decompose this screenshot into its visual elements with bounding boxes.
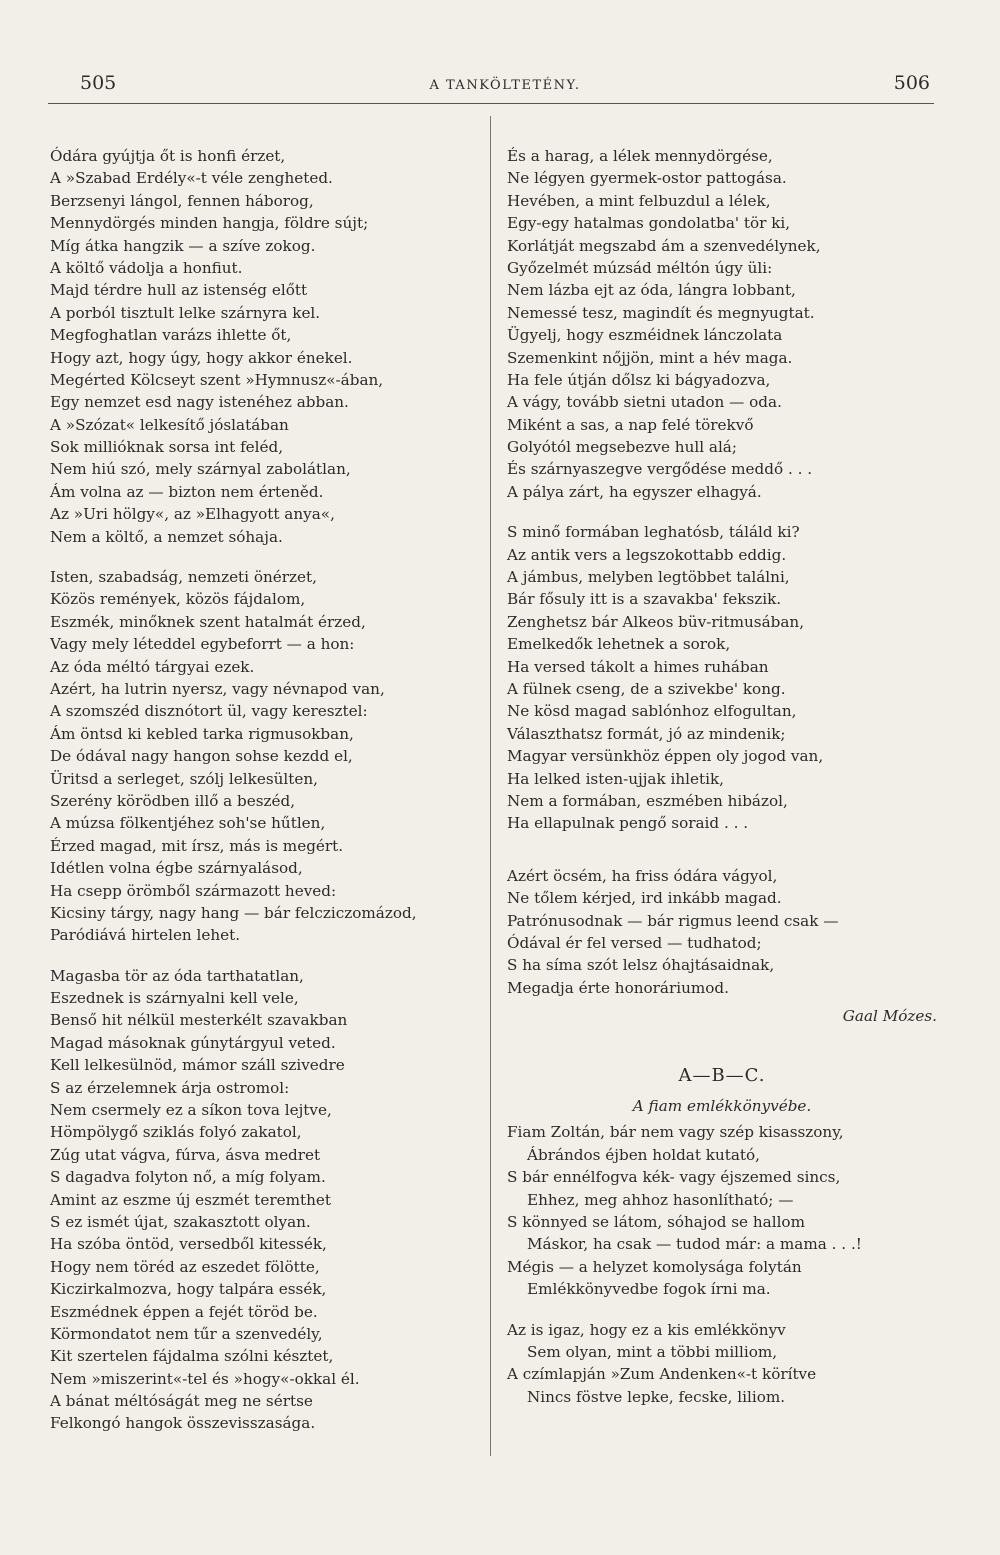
verse-line: Ha lelked isten-ujjak ihletik,	[507, 769, 724, 788]
left-stanza-2	[50, 566, 480, 947]
verse-line: Az óda méltó tárgyai ezek.	[50, 657, 255, 676]
verse-line: Kit szertelen fájdalma szólni késztet,	[50, 1347, 334, 1366]
verse-line: Hevében, a mint felbuzdul a lélek,	[507, 191, 771, 210]
verse-line: Ha szóba öntöd, versedből kitessék,	[50, 1235, 327, 1254]
verse-line: Mégis — a helyzet komolysága folytán	[507, 1257, 802, 1276]
verse-line: Ám volna az — bizton nem érteněd.	[50, 482, 324, 501]
left-stanza-1	[50, 145, 480, 548]
verse-line: Eszmédnek éppen a fejét töröd be.	[50, 1302, 318, 1321]
verse-line: A múzsa fölkentjéhez soh'se hűtlen,	[50, 814, 326, 833]
verse-line: Eszednek is szárnyalni kell vele,	[50, 989, 299, 1008]
verse-line: Idétlen volna égbe szárnyalásod,	[50, 859, 303, 878]
left-column	[50, 145, 480, 1435]
verse-line: S az érzelemnek árja ostromol:	[50, 1078, 290, 1097]
stanza-gap	[507, 1301, 937, 1319]
verse-line: Ha csepp örömből származott heved:	[50, 881, 337, 900]
verse-line: A költő vádolja a honfiut.	[50, 258, 243, 277]
verse-line: A »Szózat« lelkesítő jóslatában	[50, 415, 289, 434]
verse-line: És szárnyaszegve vergődése meddő . . .	[507, 460, 813, 479]
verse-line: Amint az eszme új eszmét teremthet	[50, 1190, 331, 1209]
verse-line: Magasba tör az óda tarthatatlan,	[50, 966, 304, 985]
verse-line: A fülnek cseng, de a szivekbe' kong.	[507, 679, 786, 698]
verse-line: Eszmék, minőknek szent hatalmát érzed,	[50, 612, 366, 631]
verse-line: Hogy nem töréd az eszedet fölötte,	[50, 1257, 320, 1276]
verse-line: Kiczirkalmozva, hogy talpára essék,	[50, 1280, 327, 1299]
verse-line: Körmondatot nem tűr a szenvedély,	[50, 1324, 323, 1343]
verse-line: Az »Uri hölgy«, az »Elhagyott anya«,	[50, 505, 335, 524]
verse-line: Ábrándos éjben holdat kutató,	[527, 1145, 760, 1164]
verse-line: Nincs föstve lepke, fecske, liliom.	[527, 1387, 786, 1406]
verse-line: Nem a költő, a nemzet sóhaja.	[50, 527, 283, 546]
stanza-gap	[507, 835, 937, 865]
verse-line: Közös remények, közös fájdalom,	[50, 590, 306, 609]
verse-line: Győzelmét múzsád méltón úgy üli:	[507, 258, 773, 277]
verse-line: Megérted Kölcseyt szent »Hymnusz«-ában,	[50, 370, 384, 389]
verse-line: S bár ennélfogva kék- vagy éjszemed sincs,	[507, 1168, 841, 1187]
right-stanza-2	[507, 521, 937, 834]
verse-line: Az antik vers a legszokottabb eddig.	[507, 545, 787, 564]
stanza-gap	[507, 503, 937, 521]
verse-line: Magyar versünkhöz éppen oly jogod van,	[507, 747, 824, 766]
verse-line: Emlékkönyvedbe fogok írni ma.	[527, 1280, 771, 1299]
verse-line: Érzed magad, mit írsz, más is megért.	[50, 836, 344, 855]
verse-line: Kell lelkesülnöd, mámor száll szivedre	[50, 1056, 345, 1075]
header-rule	[48, 103, 934, 104]
verse-line: Bár fősuly itt is a szavakba' fekszik.	[507, 590, 782, 609]
verse-line: A czímlapján »Zum Andenken«-t körítve	[507, 1365, 817, 1384]
verse-line: Zenghetsz bár Alkeos büv-ritmusában,	[507, 612, 805, 631]
right-stanza-1	[507, 145, 937, 503]
verse-line: Vagy mely léteddel egybeforrt — a hon:	[50, 635, 355, 654]
verse-line: Egy-egy hatalmas gondolatba' tör ki,	[507, 214, 791, 233]
verse-line: Szemenkint nőjjön, mint a hév maga.	[507, 348, 793, 367]
page-number-left: 505	[80, 72, 117, 94]
left-stanza-3	[50, 965, 480, 1435]
verse-line: A jámbus, melyben legtöbbet találni,	[507, 568, 790, 587]
verse-line: Ügyelj, hogy eszméidnek lánczolata	[507, 326, 783, 345]
poem-title: A—B—C.	[678, 1065, 766, 1087]
verse-line: A pálya zárt, ha egyszer elhagyá.	[507, 482, 762, 501]
verse-line: A porból tisztult lelke szárnyra kel.	[50, 303, 321, 322]
verse-line: Ne kösd magad sablónhoz elfogultan,	[507, 702, 797, 721]
verse-line: Az is igaz, hogy ez a kis emlékkönyv	[507, 1320, 786, 1339]
verse-line: Megfoghatlan varázs ihlette őt,	[50, 326, 292, 345]
verse-line: Kicsiny tárgy, nagy hang — bár felcziczomázod,	[50, 903, 417, 922]
poem2-stanza-2	[507, 1319, 937, 1409]
verse-line: Nem a formában, eszmében hibázol,	[507, 791, 788, 810]
verse-line: Majd térdre hull az istenség előtt	[50, 281, 308, 300]
verse-line: Máskor, ha csak — tudod már: a mama . . .!	[527, 1235, 862, 1254]
verse-line: Hömpölygő sziklás folyó zakatol,	[50, 1123, 302, 1142]
verse-line: Magad másoknak gúnytárgyul veted.	[50, 1033, 336, 1052]
verse-line: Berzsenyi lángol, fennen háborog,	[50, 191, 314, 210]
right-stanza-3	[507, 865, 937, 999]
verse-line: Szerény körödben illő a beszéd,	[50, 791, 296, 810]
verse-line: A szomszéd disznótort ül, vagy keresztel:	[50, 702, 368, 721]
verse-line: Nem »miszerint«-tel és »hogy«-okkal él.	[50, 1369, 360, 1388]
verse-line: Ódára gyújtja őt is honfi érzet,	[50, 147, 286, 165]
verse-line: Fiam Zoltán, bár nem vagy szép kisasszony,	[507, 1123, 844, 1142]
verse-line: Paródiává hirtelen lehet.	[50, 926, 241, 945]
verse-line: S ha síma szót lelsz óhajtásaidnak,	[507, 956, 775, 975]
verse-line: A bánat méltóságát meg ne sértse	[50, 1392, 313, 1411]
verse-line: Választhatsz formát, jó az mindenik;	[507, 724, 786, 743]
verse-line: És a harag, a lélek mennydörgése,	[507, 147, 773, 165]
verse-line: Nem csermely ez a síkon tova lejtve,	[50, 1101, 332, 1120]
verse-line: Emelkedők lehetnek a sorok,	[507, 635, 731, 654]
page-header	[80, 72, 930, 102]
verse-line: Nem hiú szó, mely szárnyal zabolátlan,	[50, 460, 351, 479]
verse-line: Felkongó hangok összevisszasága.	[50, 1414, 316, 1433]
column-divider	[490, 116, 491, 1456]
poem2-stanza-1	[507, 1121, 937, 1300]
running-title: A TANKÖLTETÉNY.	[429, 78, 581, 93]
stanza-gap	[50, 548, 480, 566]
verse-line: Ne tőlem kérjed, ird inkább magad.	[507, 889, 782, 908]
verse-line: Üritsd a serleget, szólj lelkesülten,	[50, 769, 318, 788]
verse-line: S ez ismét újat, szakasztott olyan.	[50, 1212, 311, 1231]
verse-line: Ha ellapulnak pengő soraid . . .	[507, 814, 749, 833]
verse-line: Mennydörgés minden hangja, földre sújt;	[50, 214, 369, 233]
verse-line: S könnyed se látom, sóhajod se hallom	[507, 1213, 805, 1232]
verse-line: Azért öcsém, ha friss ódára vágyol,	[507, 866, 778, 885]
verse-line: Ne légyen gyermek-ostor pattogása.	[507, 169, 787, 188]
verse-line: Zúg utat vágva, fúrva, ásva medret	[50, 1145, 321, 1164]
verse-line: Patrónusodnak — bár rigmus leend csak —	[507, 911, 839, 930]
poem-subtitle: A fiam emlékkönyvébe.	[632, 1097, 812, 1116]
verse-line: S minő formában leghatósb, táláld ki?	[507, 523, 800, 542]
verse-line: Isten, szabadság, nemzeti önérzet,	[50, 568, 317, 587]
right-column	[507, 145, 937, 1408]
verse-line: Korlátját megszabd ám a szenvedélynek,	[507, 236, 821, 255]
verse-line: Nem lázba ejt az óda, lángra lobbant,	[507, 281, 796, 300]
verse-line: Benső hit nélkül mesterkélt szavakban	[50, 1011, 348, 1030]
verse-line: A vágy, tovább sietni utadon — oda.	[507, 393, 782, 412]
verse-line: Ehhez, meg ahhoz hasonlítható; —	[527, 1190, 794, 1209]
verse-line: Golyótól megsebezve hull alá;	[507, 438, 737, 457]
verse-line: Hogy azt, hogy úgy, hogy akkor énekel.	[50, 348, 353, 367]
verse-line: Sok millióknak sorsa int feléd,	[50, 438, 284, 457]
verse-line: Míg átka hangzik — a szíve zokog.	[50, 236, 316, 255]
verse-line: Sem olyan, mint a többi milliom,	[527, 1342, 778, 1361]
verse-line: Megadja érte honoráriumod.	[507, 978, 729, 997]
verse-line: Miként a sas, a nap felé törekvő	[507, 415, 754, 434]
verse-line: A »Szabad Erdély«-t véle zengheted.	[50, 169, 333, 188]
verse-line: Azért, ha lutrin nyersz, vagy névnapod van,	[50, 679, 385, 698]
verse-line: Nemessé tesz, magindít és megnyugtat.	[507, 303, 815, 322]
verse-line: Ha versed tákolt a himes ruhában	[507, 657, 769, 676]
verse-line: Ha fele útján dőlsz ki bágyadozva,	[507, 370, 771, 389]
verse-line: S dagadva folyton nő, a míg folyam.	[50, 1168, 326, 1187]
signature: Gaal Mózes.	[842, 1007, 937, 1026]
verse-line: Egy nemzet esd nagy istenéhez abban.	[50, 393, 349, 412]
page-number-right: 506	[893, 72, 930, 94]
verse-line: Ódával ér fel versed — tudhatod;	[507, 933, 762, 952]
stanza-gap	[50, 947, 480, 965]
verse-line: De ódával nagy hangon sohse kezdd el,	[50, 747, 353, 766]
verse-line: Ám öntsd ki kebled tarka rigmusokban,	[50, 724, 354, 743]
